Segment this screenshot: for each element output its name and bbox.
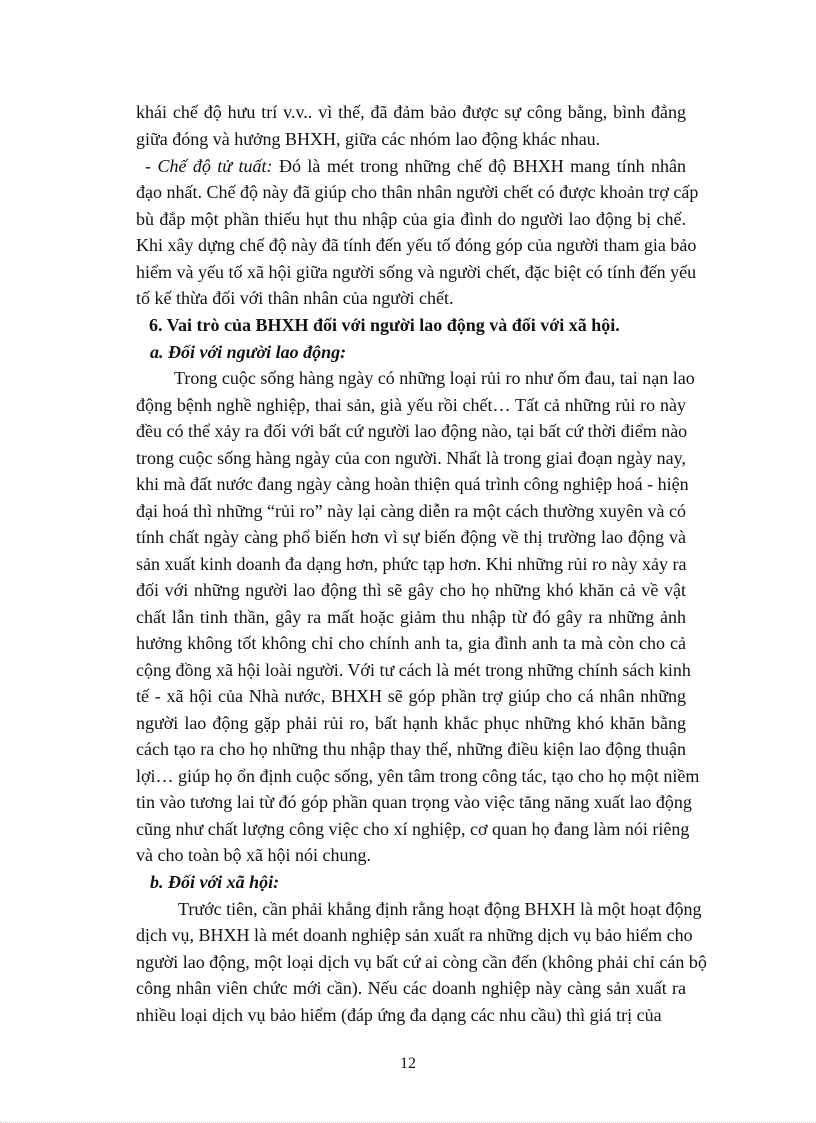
- paragraph-line: người lao động gặp phải rủi ro, bất hạnh khắc phục những khó khăn bằng: [136, 713, 686, 733]
- paragraph-line: tính chất ngày càng phổ biến hơn vì sự biến động về thị trường lao động và: [136, 527, 686, 547]
- paragraph-line: cũng như chất lượng công việc cho xí nghiệp, cơ quan họ đang làm nói riêng: [136, 819, 690, 839]
- item-text: Đó là mét trong những chế độ BHXH mang tính nhân: [278, 156, 687, 176]
- text-line: Khi xây dựng chế độ này đã tính đến yếu tố đóng góp của người tham gia bảo: [136, 235, 697, 255]
- paragraph-line: dịch vụ, BHXH là mét doanh nghiệp sản xuất ra những dịch vụ bảo hiểm cho: [136, 925, 693, 945]
- paragraph-line: cách tạo ra cho họ những thu nhập thay thế, những điều kiện lao động thuận: [136, 739, 686, 759]
- paragraph-line: nhiều loại dịch vụ bảo hiểm (đáp ứng đa dạng các nhu cầu) thì giá trị của: [136, 1005, 662, 1025]
- paragraph-line: Trong cuộc sống hàng ngày có những loại rủi ro như ốm đau, tai nạn lao: [174, 368, 695, 388]
- subheading-a: a. Đối với người lao động:: [150, 342, 347, 362]
- paragraph-line: cộng đồng xã hội loài người. Với tư cách là mét trong những chính sách kinh: [136, 660, 691, 680]
- paragraph-line: người lao động, một loại dịch vụ bất cứ ai còng cần đến (không phải chỉ cán bộ: [136, 952, 707, 972]
- paragraph-line: đều có thể xảy ra đối với bất cứ người lao động nào, tại bất cứ thời điểm nào: [136, 421, 688, 441]
- paragraph-line: Trước tiên, cần phải khẳng định rằng hoạt động BHXH là một hoạt động: [178, 899, 702, 919]
- paragraph-line: đối với những người lao động thì sẽ gây cho họ những khó khăn cả về vật: [136, 580, 686, 600]
- list-item-tu-tuat: [145, 154, 686, 178]
- paragraph-line: chất lẫn tinh thần, gây ra mất hoặc giảm thu nhập từ đó gây ra những ảnh: [136, 607, 686, 627]
- paragraph-line: khi mà đất nước đang ngày càng hoàn thiện quá trình công nghiệp hoá - hiện: [136, 474, 689, 494]
- paragraph-line: động bệnh nghề nghiệp, thai sản, già yếu rồi chết… Tất cả những rủi ro này: [136, 395, 686, 415]
- page-number: 12: [400, 1055, 416, 1072]
- paragraph-line: đại hoá thì những “rủi ro” này lại càng diễn ra một cách thường xuyên và có: [136, 501, 686, 521]
- paragraph-line: lợi… giúp họ ổn định cuộc sống, yên tâm trong công tác, tạo cho họ một niềm: [136, 766, 700, 786]
- subheading-b: b. Đối với xã hội:: [150, 872, 280, 892]
- item-label: Chế độ tử tuất:: [157, 156, 273, 176]
- paragraph-line: sản xuất kinh doanh đa dạng hơn, phức tạp hơn. Khi những rủi ro này xảy ra: [136, 554, 687, 574]
- paragraph-line: tế - xã hội của Nhà nước, BHXH sẽ góp phần trợ giúp cho cá nhân những: [136, 686, 686, 706]
- section-heading: 6. Vai trò của BHXH đối với người lao động và đối với xã hội.: [149, 315, 620, 335]
- paragraph-line: trong cuộc sống hàng ngày của con người. Nhất là trong giai đoạn ngày nay,: [136, 448, 686, 468]
- text-line: đạo nhất. Chế độ này đã giúp cho thân nhân người chết có được khoản trợ cấp: [136, 182, 699, 202]
- paragraph-line: công nhân viên chức mới cần). Nếu các doanh nghiệp này càng sản xuất ra: [136, 978, 686, 998]
- paragraph-line: hưởng không tốt không chỉ cho chính anh ta, gia đình anh ta mà còn cho cả: [136, 633, 686, 653]
- paragraph-line: tin vào tương lai từ đó góp phần quan trọng vào việc tăng năng xuất lao động: [136, 792, 692, 812]
- text-line: giữa đóng và hưởng BHXH, giữa các nhóm lao động khác nhau.: [136, 129, 601, 149]
- paragraph-line: và cho toàn bộ xã hội nói chung.: [136, 845, 371, 865]
- text-line: bù đắp một phần thiếu hụt thu nhập của gia đình do người lao động bị chế.: [136, 209, 686, 229]
- text-line: tố kế thừa đối với thân nhân của người chết.: [136, 288, 454, 308]
- list-bullet: -: [145, 156, 151, 176]
- text-line: khái chế độ hưu trí v.v.. vì thế, đã đảm bảo được sự công bằng, bình đẳng: [136, 102, 686, 122]
- text-line: hiểm và yếu tố xã hội giữa người sống và người chết, đặc biệt có tính đến yếu: [136, 262, 697, 282]
